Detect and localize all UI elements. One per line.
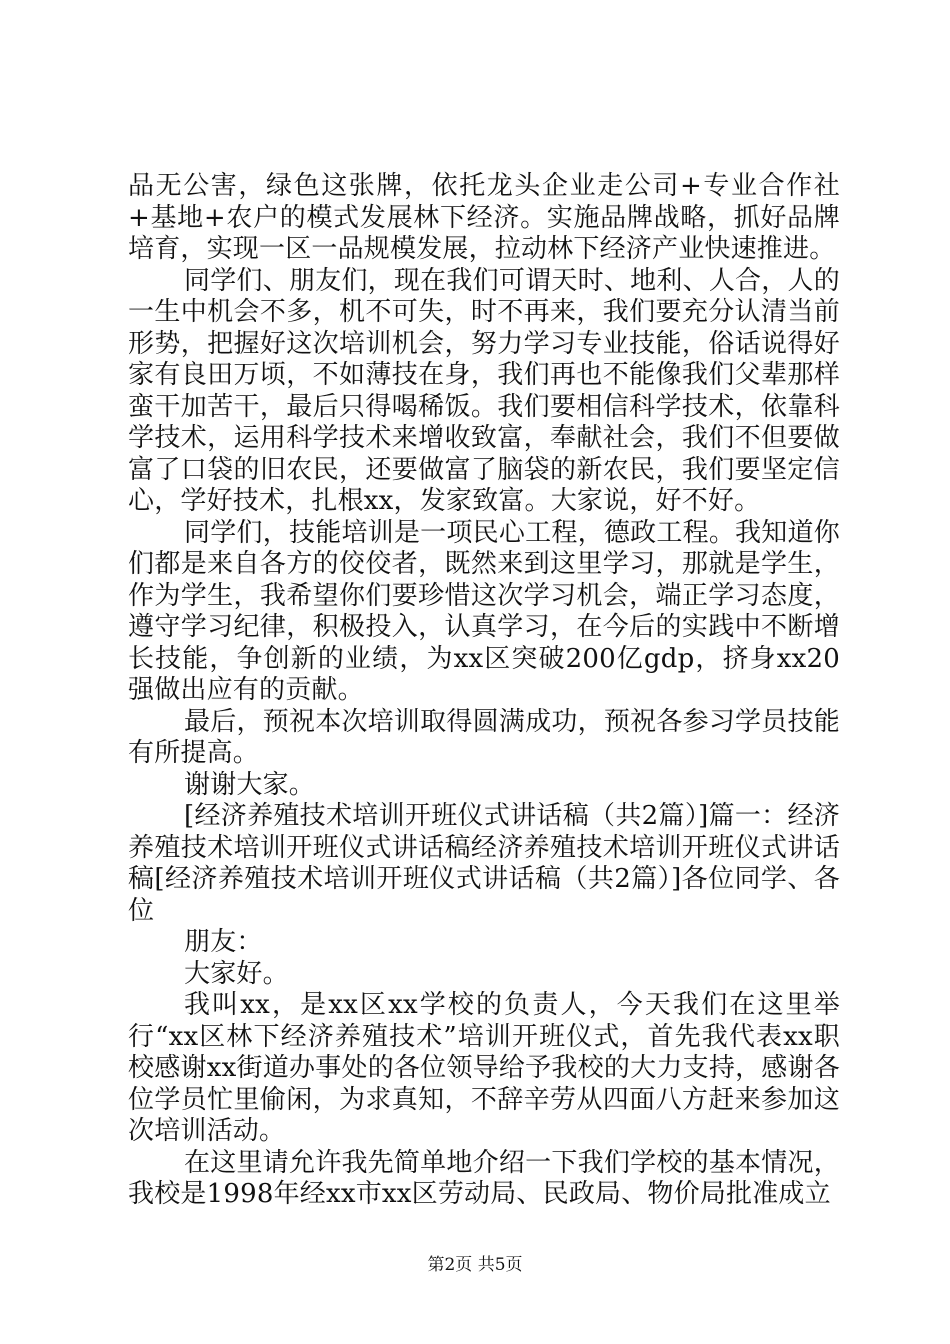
document-body — [128, 171, 840, 1211]
paragraph: 大家好。 — [184, 958, 289, 989]
paragraph: 我叫xx，是xx区xx学校的负责人，今天我们在这里举行“xx区林下经济养殖技术”培训开班仪式，首先我代表xx职校感谢xx街道办事处的各位领导给予我校的大力支持，感谢各位学员忙里偷闲，为求真知，不辞辛劳从四面八方赶来参加这次培训活动。 — [128, 990, 840, 1146]
paragraph: 品无公害，绿色这张牌，依托龙头企业走公司+专业合作社+基地+农户的模式发展林下经济。实施品牌战略，抓好品牌培育，实现一区一品规模发展，拉动林下经济产业快速推进。 — [128, 171, 840, 264]
paragraph: 同学们、朋友们，现在我们可谓天时、地利、人合，人的一生中机会不多，机不可失，时不再来，我们要充分认清当前形势，把握好这次培训机会，努力学习专业技能，俗话说得好家有良田万顷，不如薄技在身，我们再也不能像我们父辈那样蛮干加苦干，最后只得喝稀饭。我们要相信科学技术，依靠科学技术，运用科学技术来增收致富，奉献社会，我们不但要做富了口袋的旧农民，还要做富了脑袋的新农民，我们要坚定信心，学好技术，扎根xx，发家致富。大家说，好不好。 — [128, 265, 840, 516]
paragraph: 同学们，技能培训是一项民心工程，德政工程。我知道你们都是来自各方的佼佼者，既然来到这里学习，那就是学生，作为学生，我希望你们要珍惜这次学习机会，端正学习态度，遵守学习纪律，积极投入，认真学习，在今后的实践中不断增长技能，争创新的业绩，为xx区突破200亿gdp，挤身xx20强做出应有的贡献。 — [128, 517, 840, 705]
page-footer — [0, 1254, 950, 1276]
paragraph: 最后，预祝本次培训取得圆满成功，预祝各参习学员技能有所提高。 — [128, 706, 840, 768]
paragraph: 朋友： — [184, 927, 263, 957]
paragraph: 谢谢大家。 — [184, 769, 316, 800]
paragraph: [经济养殖技术培训开班仪式讲话稿（共2篇）]篇一：经济养殖技术培训开班仪式讲话稿经济养殖技术培训开班仪式讲话稿[经济养殖技术培训开班仪式讲话稿（共2篇）]各位同学、各位 — [128, 801, 840, 926]
paragraph: 在这里请允许我先简单地介绍一下我们学校的基本情况，我校是1998年经xx市xx区劳动局、民政局、物价局批准成立 — [128, 1147, 840, 1209]
page-number-label: 第2页 共5页 — [427, 1255, 523, 1275]
